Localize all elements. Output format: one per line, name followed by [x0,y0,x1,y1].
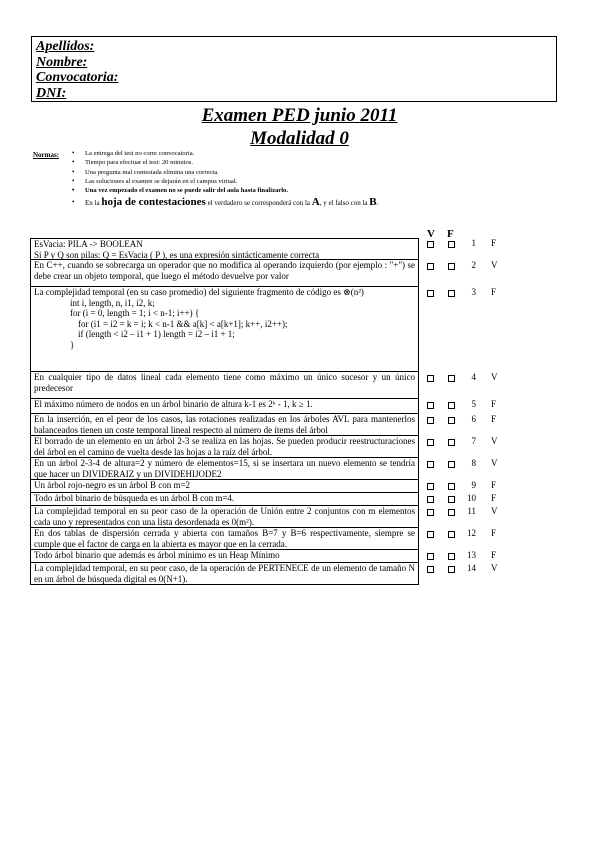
false-checkbox[interactable] [448,290,455,297]
true-checkbox[interactable] [427,417,434,424]
question-text [30,287,419,372]
question-answer: F [491,528,497,538]
false-checkbox[interactable] [448,417,455,424]
false-checkbox[interactable] [448,241,455,248]
question-answer: F [491,238,497,248]
question-number: 14 [467,563,476,573]
norma-item: • Tiempo para efectuar el test: 20 minutos. [72,158,378,167]
false-checkbox[interactable] [448,461,455,468]
true-checkbox[interactable] [427,509,434,516]
true-checkbox[interactable] [427,531,434,538]
question-text [30,260,419,287]
student-info-box [31,36,557,102]
question-answer: F [491,414,497,424]
question-line: En dos tablas de dispersión cerrada y abierta con tamaños B=7 y B=6 respectivamente, siempre se cumple que el factor de carga en la abierta es mayor que en la cerrada. [34,528,415,549]
question-line: En la inserción, en el peor de los casos, las rotaciones realizadas en los árboles AVL para mantenerlos balanceados tienen un coste temporal lineal respecto al número de ítems del árbol [34,414,415,435]
false-checkbox[interactable] [448,439,455,446]
question-line: En un árbol 2-3-4 de altura=2 y número de elementos=15, si se insertara un nuevo elemento se tendría que hacer un DIVIDERAIZ y un DIVIDEHIJODE2 [34,458,415,479]
question-answer: F [491,287,497,297]
question-number: 8 [471,458,476,468]
nombre-label: Nombre: [36,54,88,70]
question-line: Todo árbol binario de búsqueda es un árbol B con m=4. [34,493,235,503]
column-v-header: V [427,228,435,240]
question-answer: V [491,436,498,446]
code-line: for (i = 0, length = 1; i < n-1; i++) { [70,308,200,319]
question-answer: F [491,480,497,490]
question-answer: V [491,563,498,573]
question-line: La complejidad temporal en su peor caso de la operación de Unión entre 2 conjuntos con m elementos cada uno y representados con una lista desordenada es 0(m²). [34,506,415,527]
code-line: for (i1 = i2 = k = i; k < n-1 && a[k] < a[k+1]; k++, i2++); [78,318,288,329]
question-line: EsVacia: PILA -> BOOLEAN [34,239,143,249]
question-line: Un árbol rojo-negro es un árbol B con m=2 [34,480,191,490]
apellidos-label: Apellidos: [36,39,95,54]
question-answer: V [491,372,498,382]
question-number: 3 [471,287,476,297]
question-text [30,436,419,458]
question-number: 12 [467,528,476,538]
question-line: El máximo número de nodos en un árbol binario de altura k-1 es 2ᵏ - 1, k ≥ 1. [34,399,313,409]
question-line: Todo árbol binario que además es árbol mínimo es un Heap Mínimo [34,550,280,560]
question-line: Si P y Q son pilas: Q = EsVacia ( P ), es una expresión sintácticamente correcta [34,249,320,260]
true-checkbox[interactable] [427,241,434,248]
false-checkbox[interactable] [448,402,455,409]
question-number: 10 [467,493,476,503]
norma-item: • Una pregunta mal contestada elimina una correcta. [72,168,378,177]
false-checkbox[interactable] [448,553,455,560]
code-line: } [70,339,75,350]
question-text [30,414,419,436]
column-f-header: F [447,228,454,240]
question-answer: V [491,506,498,516]
false-checkbox[interactable] [448,496,455,503]
exam-modality: Modalidad 0 [250,128,349,149]
false-checkbox[interactable] [448,263,455,270]
question-number: 9 [471,480,476,490]
question-text [30,550,419,563]
true-checkbox[interactable] [427,483,434,490]
question-number: 6 [471,414,476,424]
false-checkbox[interactable] [448,509,455,516]
exam-title: Examen PED junio 2011 [201,105,398,126]
letter-a: A [311,196,320,209]
question-text [30,563,419,585]
false-checkbox[interactable] [448,483,455,490]
code-line: int i, length, n, i1, i2, k; [70,297,155,308]
question-text [30,458,419,480]
question-number: 1 [471,238,476,248]
true-checkbox[interactable] [427,496,434,503]
question-text [30,506,419,528]
norma-item-answer-sheet [72,195,378,210]
true-checkbox[interactable] [427,402,434,409]
question-line: La complejidad temporal, en su peor caso, de la operación de PERTENECE de un elemento de tamaño N en un árbol de búsqueda digital es 0(N+1). [34,563,415,584]
question-line: En C++, cuando se sobrecarga un operador que no modifica al operando izquierdo (por ejemplo : "+") se debe crear un objeto temporal, que luego el método devuelve por valor [34,260,415,281]
true-checkbox[interactable] [427,375,434,382]
question-answer: F [491,550,497,560]
norma-text: el verdadero se corresponderá con la [205,199,312,208]
question-text [30,480,419,493]
letter-b: B [369,196,377,209]
question-text [30,528,419,550]
true-checkbox[interactable] [427,461,434,468]
question-list [30,238,419,585]
question-number: 11 [467,506,476,516]
question-line: En cualquier tipo de datos lineal cada elemento tiene como máximo un único sucesor y un único predecesor [34,372,415,393]
question-answer: F [491,399,497,409]
question-text [30,372,419,399]
dni-label: DNI: [36,85,67,101]
code-line: if (length < i2 – i1 + 1) length = i2 – i1 + 1; [78,329,235,340]
false-checkbox[interactable] [448,566,455,573]
normas-label: Normas: [33,151,60,159]
question-number: 7 [471,436,476,446]
true-checkbox[interactable] [427,566,434,573]
true-checkbox[interactable] [427,290,434,297]
norma-item: • Las soluciones al examen se dejarán en el campus virtual. [72,177,378,186]
question-number: 5 [471,399,476,409]
norma-text: . [376,199,379,208]
norma-text: En la [85,199,102,208]
norma-item: • Una vez empezado el examen no se puede salir del aula hasta finalizarlo. [72,186,378,195]
question-number: 13 [467,550,476,560]
question-text [30,493,419,506]
true-checkbox[interactable] [427,439,434,446]
false-checkbox[interactable] [448,375,455,382]
question-text [30,238,419,260]
convocatoria-label: Convocatoria: [36,70,119,85]
question-line: El borrado de un elemento en un árbol 2-3 se realiza en las hojas. Se pueden producir reestructuraciones del árbol en el camino de vuelta desde las hojas a la raíz del árbol. [34,436,415,457]
answer-sheet-highlight: hoja de contestaciones [101,196,206,209]
norma-text: , y el falso con la [319,199,370,208]
question-answer: V [491,458,498,468]
true-checkbox[interactable] [427,553,434,560]
question-number: 4 [471,372,476,382]
question-answer: V [491,260,498,270]
question-answer: F [491,493,497,503]
question-number: 2 [471,260,476,270]
true-checkbox[interactable] [427,263,434,270]
false-checkbox[interactable] [448,531,455,538]
normas-list [72,149,378,210]
question-line: La complejidad temporal (en su caso promedio) del siguiente fragmento de código es ⊗(n²) [34,287,364,297]
question-text [30,399,419,414]
norma-item: • La entrega del test no corre convocatoria. [72,149,378,158]
